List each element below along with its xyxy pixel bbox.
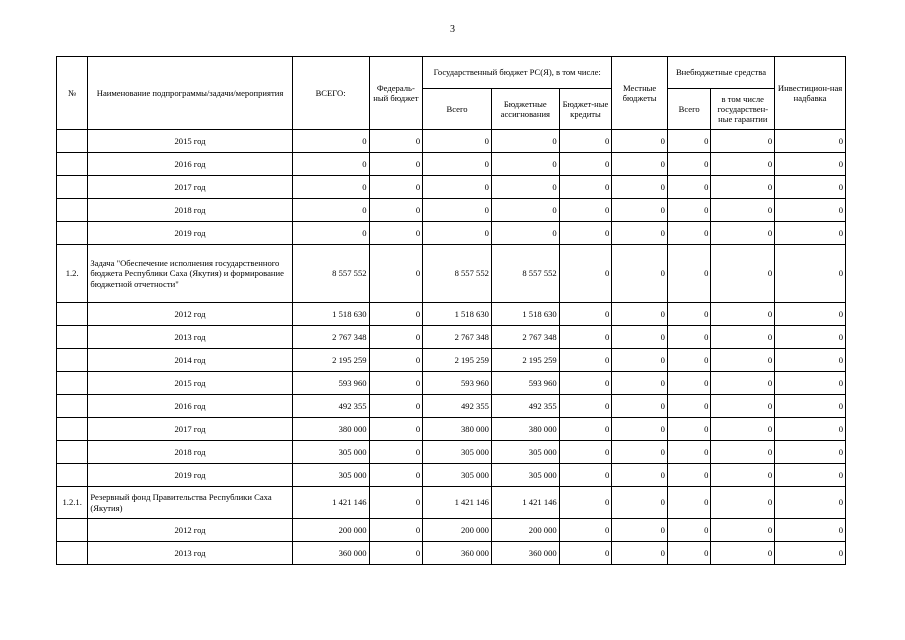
row-number — [57, 176, 88, 199]
value-cell: 0 — [612, 130, 668, 153]
value-cell: 0 — [711, 245, 775, 303]
row-number — [57, 464, 88, 487]
row-number — [57, 199, 88, 222]
value-cell: 380 000 — [292, 418, 369, 441]
value-cell: 0 — [559, 199, 612, 222]
value-cell: 0 — [369, 130, 423, 153]
table-row — [57, 464, 846, 487]
budget-table — [56, 56, 846, 565]
table-row — [57, 176, 846, 199]
value-cell: 0 — [775, 542, 846, 565]
value-cell: 0 — [612, 441, 668, 464]
value-cell: 0 — [711, 542, 775, 565]
value-cell: 305 000 — [423, 441, 492, 464]
value-cell: 305 000 — [292, 441, 369, 464]
value-cell: 0 — [667, 487, 710, 519]
header-state-group: Государственный бюджет РС(Я), в том числе: — [423, 57, 612, 89]
value-cell: 0 — [612, 464, 668, 487]
value-cell: 0 — [612, 326, 668, 349]
row-name: 2016 год — [88, 153, 292, 176]
value-cell: 0 — [292, 130, 369, 153]
value-cell: 0 — [775, 303, 846, 326]
row-name: 2019 год — [88, 464, 292, 487]
row-number — [57, 303, 88, 326]
value-cell: 0 — [612, 542, 668, 565]
value-cell: 0 — [711, 464, 775, 487]
value-cell: 8 557 552 — [491, 245, 559, 303]
value-cell: 0 — [775, 372, 846, 395]
value-cell: 0 — [559, 372, 612, 395]
header-no: № — [57, 57, 88, 130]
value-cell: 0 — [775, 464, 846, 487]
value-cell: 0 — [369, 326, 423, 349]
value-cell: 0 — [559, 487, 612, 519]
value-cell: 0 — [491, 222, 559, 245]
value-cell: 0 — [667, 130, 710, 153]
value-cell: 360 000 — [292, 542, 369, 565]
value-cell: 0 — [612, 199, 668, 222]
row-name: 2012 год — [88, 303, 292, 326]
value-cell: 0 — [612, 487, 668, 519]
value-cell: 200 000 — [292, 519, 369, 542]
table-row — [57, 372, 846, 395]
value-cell: 0 — [775, 199, 846, 222]
row-number — [57, 222, 88, 245]
value-cell: 1 421 146 — [491, 487, 559, 519]
value-cell: 0 — [559, 222, 612, 245]
value-cell: 0 — [369, 349, 423, 372]
value-cell: 0 — [711, 303, 775, 326]
value-cell: 0 — [491, 199, 559, 222]
value-cell: 200 000 — [423, 519, 492, 542]
value-cell: 0 — [667, 349, 710, 372]
value-cell: 0 — [559, 130, 612, 153]
row-number — [57, 395, 88, 418]
table-row — [57, 349, 846, 372]
header-total: ВСЕГО: — [292, 57, 369, 130]
value-cell: 0 — [559, 395, 612, 418]
row-number — [57, 519, 88, 542]
value-cell: 0 — [711, 519, 775, 542]
value-cell: 0 — [369, 199, 423, 222]
value-cell: 0 — [775, 130, 846, 153]
value-cell: 0 — [369, 418, 423, 441]
row-name: 2015 год — [88, 130, 292, 153]
value-cell: 0 — [667, 176, 710, 199]
value-cell: 0 — [369, 441, 423, 464]
value-cell: 0 — [667, 542, 710, 565]
value-cell: 0 — [775, 153, 846, 176]
value-cell: 0 — [612, 519, 668, 542]
row-number — [57, 326, 88, 349]
header-offbudget-group: Внебюджетные средства — [667, 57, 774, 89]
value-cell: 305 000 — [491, 464, 559, 487]
value-cell: 0 — [612, 418, 668, 441]
value-cell: 0 — [423, 199, 492, 222]
value-cell: 0 — [667, 372, 710, 395]
value-cell: 0 — [559, 326, 612, 349]
row-name: 2013 год — [88, 542, 292, 565]
value-cell: 2 767 348 — [292, 326, 369, 349]
value-cell: 0 — [667, 441, 710, 464]
value-cell: 0 — [667, 326, 710, 349]
value-cell: 0 — [559, 519, 612, 542]
value-cell: 0 — [369, 176, 423, 199]
value-cell: 1 421 146 — [292, 487, 369, 519]
value-cell: 0 — [667, 303, 710, 326]
value-cell: 0 — [292, 199, 369, 222]
value-cell: 0 — [775, 245, 846, 303]
value-cell: 2 195 259 — [292, 349, 369, 372]
value-cell: 0 — [711, 441, 775, 464]
value-cell: 0 — [711, 418, 775, 441]
value-cell: 360 000 — [491, 542, 559, 565]
table-row — [57, 222, 846, 245]
value-cell: 0 — [369, 153, 423, 176]
value-cell: 305 000 — [292, 464, 369, 487]
value-cell: 0 — [369, 542, 423, 565]
value-cell: 0 — [775, 176, 846, 199]
row-number — [57, 372, 88, 395]
value-cell: 0 — [292, 153, 369, 176]
value-cell: 0 — [369, 519, 423, 542]
table-row — [57, 326, 846, 349]
value-cell: 2 767 348 — [423, 326, 492, 349]
table-row — [57, 542, 846, 565]
value-cell: 0 — [369, 464, 423, 487]
value-cell: 0 — [559, 464, 612, 487]
row-number — [57, 130, 88, 153]
row-number — [57, 542, 88, 565]
value-cell: 0 — [711, 176, 775, 199]
value-cell: 0 — [612, 372, 668, 395]
table-row — [57, 519, 846, 542]
row-name: 2016 год — [88, 395, 292, 418]
row-name: 2015 год — [88, 372, 292, 395]
value-cell: 0 — [559, 418, 612, 441]
value-cell: 0 — [711, 395, 775, 418]
value-cell: 0 — [612, 222, 668, 245]
value-cell: 0 — [711, 199, 775, 222]
value-cell: 2 195 259 — [491, 349, 559, 372]
value-cell: 200 000 — [491, 519, 559, 542]
value-cell: 360 000 — [423, 542, 492, 565]
value-cell: 0 — [423, 176, 492, 199]
value-cell: 0 — [775, 487, 846, 519]
row-name: 2013 год — [88, 326, 292, 349]
value-cell: 0 — [423, 222, 492, 245]
header-state-credit: Бюджет-ные кредиты — [559, 89, 612, 130]
value-cell: 0 — [667, 199, 710, 222]
value-cell: 0 — [369, 487, 423, 519]
table-body — [57, 130, 846, 565]
value-cell: 380 000 — [491, 418, 559, 441]
value-cell: 0 — [775, 222, 846, 245]
value-cell: 0 — [369, 372, 423, 395]
value-cell: 0 — [775, 418, 846, 441]
header-offbudget-guarantee: в том числе государствен-ные гарантии — [711, 89, 775, 130]
table-row — [57, 487, 846, 519]
header-federal: Федераль-ный бюджет — [369, 57, 423, 130]
value-cell: 0 — [775, 395, 846, 418]
value-cell: 0 — [491, 130, 559, 153]
value-cell: 492 355 — [491, 395, 559, 418]
row-name: 2012 год — [88, 519, 292, 542]
row-name: 2014 год — [88, 349, 292, 372]
value-cell: 0 — [711, 349, 775, 372]
value-cell: 0 — [612, 245, 668, 303]
value-cell: 0 — [292, 222, 369, 245]
table-row — [57, 245, 846, 303]
row-number — [57, 153, 88, 176]
value-cell: 0 — [559, 542, 612, 565]
table-row — [57, 199, 846, 222]
value-cell: 0 — [612, 349, 668, 372]
value-cell: 1 518 630 — [491, 303, 559, 326]
value-cell: 8 557 552 — [292, 245, 369, 303]
table-row — [57, 153, 846, 176]
value-cell: 0 — [711, 153, 775, 176]
value-cell: 0 — [711, 130, 775, 153]
row-number: 1.2. — [57, 245, 88, 303]
header-local: Местные бюджеты — [612, 57, 668, 130]
value-cell: 0 — [711, 372, 775, 395]
table-row — [57, 441, 846, 464]
value-cell: 0 — [667, 153, 710, 176]
value-cell: 0 — [667, 418, 710, 441]
value-cell: 0 — [667, 464, 710, 487]
value-cell: 0 — [775, 326, 846, 349]
value-cell: 0 — [612, 176, 668, 199]
value-cell: 0 — [491, 176, 559, 199]
row-name: 2017 год — [88, 176, 292, 199]
header-name: Наименование подпрограммы/задачи/мероприятия — [88, 57, 292, 130]
value-cell: 0 — [559, 349, 612, 372]
row-number — [57, 418, 88, 441]
row-name: Задача "Обеспечение исполнения государственного бюджета Республики Саха (Якутия) и формирование бюджетной отчетности" — [88, 245, 292, 303]
value-cell: 1 518 630 — [423, 303, 492, 326]
row-name: 2019 год — [88, 222, 292, 245]
value-cell: 593 960 — [292, 372, 369, 395]
value-cell: 0 — [711, 222, 775, 245]
value-cell: 305 000 — [423, 464, 492, 487]
value-cell: 380 000 — [423, 418, 492, 441]
value-cell: 1 518 630 — [292, 303, 369, 326]
value-cell: 2 767 348 — [491, 326, 559, 349]
value-cell: 1 421 146 — [423, 487, 492, 519]
value-cell: 0 — [667, 519, 710, 542]
value-cell: 492 355 — [423, 395, 492, 418]
value-cell: 305 000 — [491, 441, 559, 464]
value-cell: 0 — [559, 176, 612, 199]
value-cell: 0 — [559, 245, 612, 303]
row-number: 1.2.1. — [57, 487, 88, 519]
table-row — [57, 418, 846, 441]
row-name: 2018 год — [88, 199, 292, 222]
value-cell: 492 355 — [292, 395, 369, 418]
header-invest: Инвестицион-ная надбавка — [775, 57, 846, 130]
row-name: Резервный фонд Правительства Республики Саха (Якутия) — [88, 487, 292, 519]
header-state-total: Всего — [423, 89, 492, 130]
value-cell: 593 960 — [423, 372, 492, 395]
row-number — [57, 441, 88, 464]
value-cell: 0 — [612, 303, 668, 326]
value-cell: 0 — [775, 519, 846, 542]
value-cell: 0 — [612, 395, 668, 418]
table-row — [57, 303, 846, 326]
value-cell: 0 — [667, 222, 710, 245]
value-cell: 593 960 — [491, 372, 559, 395]
value-cell: 0 — [559, 303, 612, 326]
value-cell: 8 557 552 — [423, 245, 492, 303]
header-offbudget-total: Всего — [667, 89, 710, 130]
value-cell: 0 — [369, 303, 423, 326]
value-cell: 0 — [775, 349, 846, 372]
value-cell: 0 — [559, 441, 612, 464]
value-cell: 0 — [369, 395, 423, 418]
table-header — [57, 57, 846, 130]
value-cell: 0 — [491, 153, 559, 176]
header-state-alloc: Бюджетные ассигнования — [491, 89, 559, 130]
page-number: 3 — [450, 24, 455, 35]
row-name: 2018 год — [88, 441, 292, 464]
value-cell: 0 — [711, 487, 775, 519]
value-cell: 0 — [667, 245, 710, 303]
value-cell: 0 — [369, 222, 423, 245]
value-cell: 0 — [423, 130, 492, 153]
value-cell: 0 — [559, 153, 612, 176]
value-cell: 2 195 259 — [423, 349, 492, 372]
row-name: 2017 год — [88, 418, 292, 441]
row-number — [57, 349, 88, 372]
table-row — [57, 130, 846, 153]
value-cell: 0 — [711, 326, 775, 349]
value-cell: 0 — [667, 395, 710, 418]
value-cell: 0 — [423, 153, 492, 176]
value-cell: 0 — [612, 153, 668, 176]
value-cell: 0 — [292, 176, 369, 199]
value-cell: 0 — [775, 441, 846, 464]
value-cell: 0 — [369, 245, 423, 303]
table-row — [57, 395, 846, 418]
